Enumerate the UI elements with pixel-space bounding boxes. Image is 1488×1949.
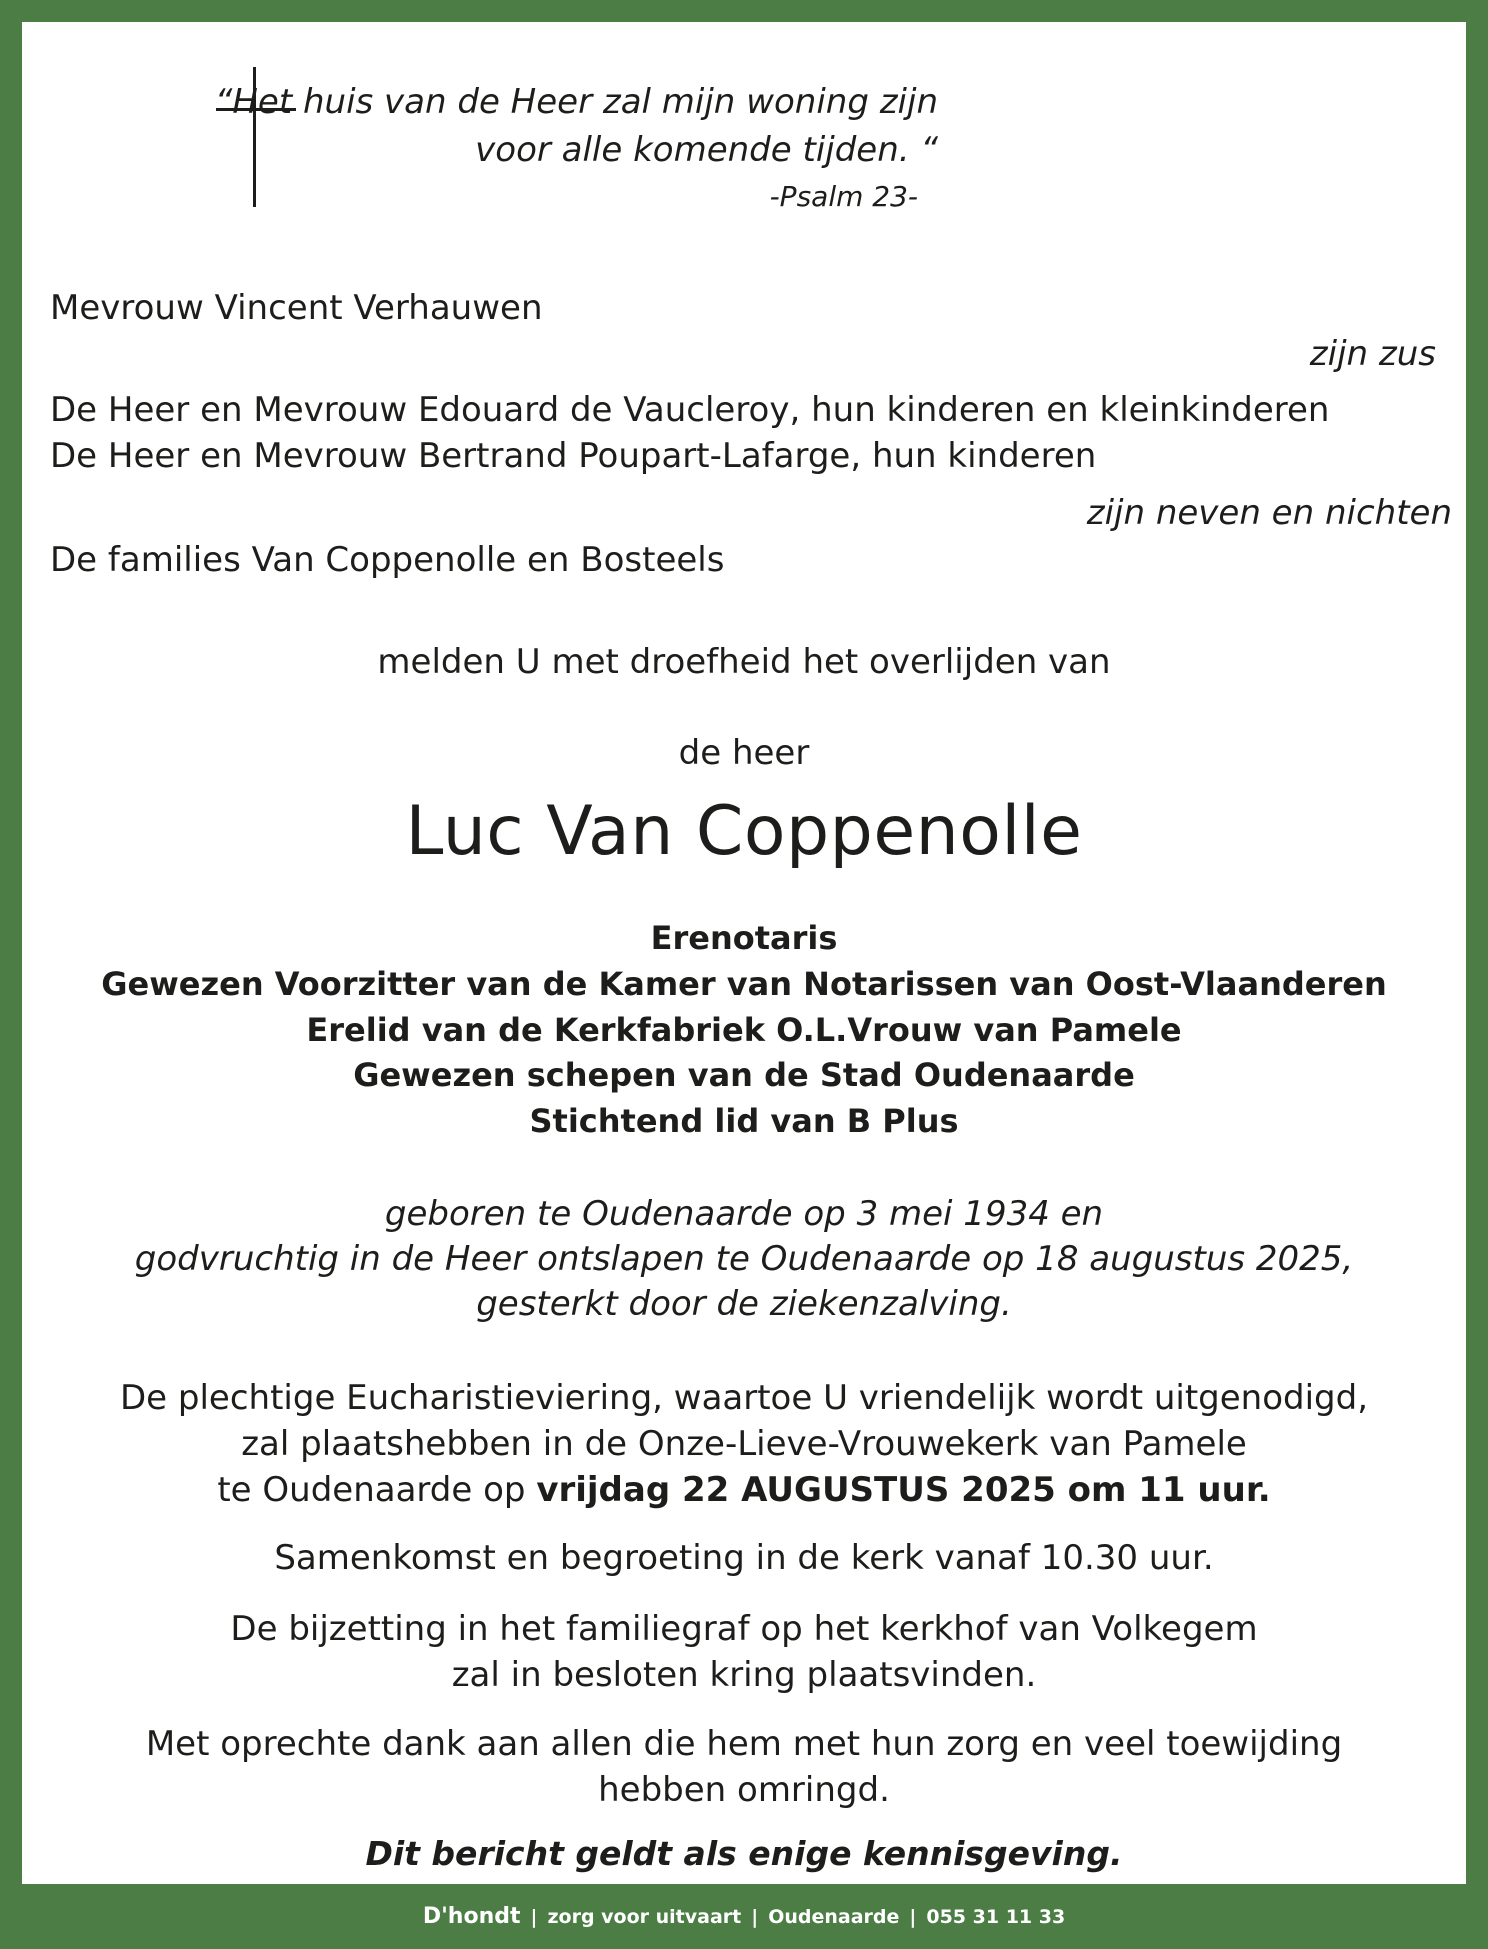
announcement-lead: melden U met droefheid het overlijden van xyxy=(377,642,1111,682)
obituary-card xyxy=(22,22,1466,1884)
burial-line-1: De bijzetting in het familiegraf op het kerkhof van Volkegem xyxy=(230,1609,1258,1649)
dates-line-1: geboren te Oudenaarde op 3 mei 1934 en xyxy=(384,1194,1104,1234)
title-1: Erenotaris xyxy=(650,919,838,957)
family-cousin-1: De Heer en Mevrouw Edouard de Vaucleroy, hun kinderen en kleinkinderen xyxy=(50,390,1330,430)
funeral-home-footer xyxy=(0,1884,1488,1949)
title-5: Stichtend lid van B Plus xyxy=(529,1102,959,1140)
ceremony-line-2: zal plaatshebben in de Onze-Lieve-Vrouwekerk van Pamele xyxy=(241,1424,1247,1464)
deceased-name: Luc Van Coppenolle xyxy=(405,792,1083,871)
gathering-text: Samenkomst en begroeting in de kerk vanaf 10.30 uur. xyxy=(274,1538,1214,1578)
relation-sister: zijn zus xyxy=(1309,334,1436,374)
family-cousin-2: De Heer en Mevrouw Bertrand Poupart-Lafarge, hun kinderen xyxy=(50,436,1097,476)
ceremony-datetime: vrijdag 22 AUGUSTUS 2025 om 11 uur. xyxy=(536,1470,1271,1510)
honorific: de heer xyxy=(678,733,810,773)
footer-separator: | xyxy=(909,1905,917,1928)
burial-line-2: zal in besloten kring plaatsvinden. xyxy=(451,1655,1037,1695)
relation-cousins: zijn neven en nichten xyxy=(1086,493,1452,533)
thanks-line-2: hebben omringd. xyxy=(598,1770,890,1810)
family-sister: Mevrouw Vincent Verhauwen xyxy=(50,288,543,328)
ceremony-line-3 xyxy=(22,1467,1466,1513)
psalm-quote-line-2: voor alle komende tijden. “ xyxy=(475,130,938,170)
ceremony-prefix: te Oudenaarde op xyxy=(217,1470,537,1510)
title-4: Gewezen schepen van de Stad Oudenaarde xyxy=(353,1056,1135,1094)
title-2: Gewezen Voorzitter van de Kamer van Notarissen van Oost-Vlaanderen xyxy=(101,965,1387,1003)
footer-city: Oudenaarde xyxy=(768,1905,900,1928)
ceremony-line-1: De plechtige Eucharistieviering, waartoe U vriendelijk wordt uitgenodigd, xyxy=(119,1378,1369,1418)
dates-line-2: godvruchtig in de Heer ontslapen te Oudenaarde op 18 augustus 2025, xyxy=(134,1239,1354,1279)
footer-tagline: zorg voor uitvaart xyxy=(547,1905,742,1928)
closing-notice: Dit bericht geldt als enige kennisgeving. xyxy=(365,1834,1123,1873)
title-3: Erelid van de Kerkfabriek O.L.Vrouw van Pamele xyxy=(306,1011,1182,1049)
psalm-source: -Psalm 23- xyxy=(769,180,918,213)
footer-separator: | xyxy=(751,1905,759,1928)
footer-phone: 055 31 11 33 xyxy=(926,1905,1066,1928)
dates-line-3: gesterkt door de ziekenzalving. xyxy=(476,1284,1012,1324)
psalm-quote-line-1: “Het huis van de Heer zal mijn woning zijn xyxy=(214,82,938,122)
footer-brand: D'hondt xyxy=(422,1904,521,1929)
footer-separator: | xyxy=(530,1905,538,1928)
thanks-line-1: Met oprechte dank aan allen die hem met hun zorg en veel toewijding xyxy=(145,1724,1343,1764)
family-families: De families Van Coppenolle en Bosteels xyxy=(50,540,725,580)
